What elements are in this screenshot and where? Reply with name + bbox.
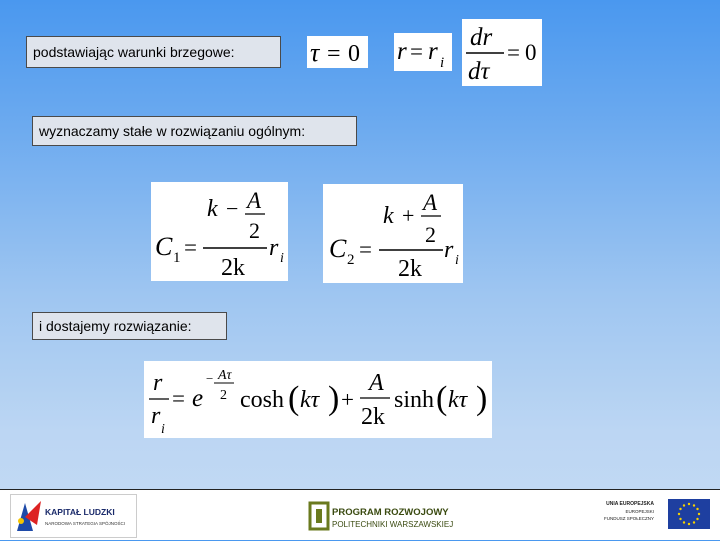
zero-value: 0	[525, 40, 537, 65]
equation-r-equals-ri-svg	[394, 33, 452, 71]
equation-c1-svg	[151, 182, 288, 281]
exponent-denominator: 2	[220, 388, 227, 403]
solution-label	[32, 312, 227, 340]
subscript-2: 2	[347, 252, 355, 268]
subscript-i: i	[440, 55, 445, 71]
plus-sign: +	[402, 203, 415, 228]
dr-numerator: dr	[470, 24, 493, 51]
equation-r-equals-ri	[394, 33, 452, 71]
two-k-denominator: 2k	[398, 256, 422, 282]
right-paren-2: )	[476, 380, 488, 417]
solution-label-text: i dostajemy rozwiązanie:	[39, 318, 192, 334]
zero-value: 0	[348, 41, 360, 67]
equation-c2-svg	[323, 184, 463, 283]
program-rozwojowy-line2: POLITECHNIKI WARSZAWSKIEJ	[332, 520, 454, 529]
eu-line2: EUROPEJSKI	[625, 509, 654, 514]
program-rozwojowy-line1: PROGRAM ROZWOJOWY	[332, 507, 449, 518]
equals-sign: =	[172, 386, 185, 411]
equation-dr-dtau	[462, 19, 542, 86]
equals-sign: =	[327, 41, 341, 67]
left-paren-2: (	[436, 380, 448, 417]
equals-sign: =	[359, 237, 372, 262]
two-k-denominator: 2k	[221, 255, 245, 281]
minus-sign: −	[226, 196, 239, 221]
kapital-ludzki-logo	[10, 494, 137, 538]
r-numerator: r	[153, 370, 163, 396]
eu-line3: FUNDUSZ SPOŁECZNY	[603, 516, 654, 521]
C-symbol: C	[155, 232, 173, 261]
sinh-function: sinh	[394, 387, 435, 413]
constants-label-text: wyznaczamy stałe w rozwiązaniu ogólnym:	[39, 123, 306, 139]
equals-sign: =	[410, 39, 423, 64]
equals-sign: =	[507, 40, 520, 65]
left-paren-1: (	[288, 380, 300, 417]
constants-label	[32, 116, 357, 146]
A-numerator: A	[369, 370, 384, 396]
equals-sign: =	[184, 235, 197, 260]
r-symbol: r	[397, 38, 407, 65]
subscript-i: i	[455, 253, 459, 268]
two-k-denominator: 2k	[361, 404, 385, 430]
A-symbol: A	[247, 188, 262, 213]
subscript-i: i	[280, 251, 284, 266]
program-rozwojowy-emblem	[308, 500, 458, 534]
r-symbol: r	[444, 237, 454, 263]
r-symbol: r	[269, 235, 279, 261]
substitution-label-text: podstawiając warunki brzegowe:	[33, 44, 235, 60]
k-symbol: k	[207, 196, 218, 222]
kapital-ludzki-subtitle: NARODOWA STRATEGIA SPÓJNOŚCI	[45, 521, 126, 526]
exponent-numerator: Aτ	[218, 368, 232, 383]
equation-tau-zero-svg	[307, 36, 368, 68]
eu-line1: UNIA EUROPEJSKA	[606, 501, 654, 507]
exponent-minus: −	[206, 371, 214, 386]
kapital-ludzki-title: KAPITAŁ LUDZKI	[45, 507, 115, 517]
C-symbol: C	[329, 234, 347, 263]
right-paren-1: )	[328, 380, 340, 417]
A-symbol: A	[423, 190, 438, 215]
r-symbol-rhs: r	[428, 38, 438, 65]
equation-c2	[323, 184, 463, 283]
plus-sign: +	[341, 387, 354, 412]
two-denominator: 2	[425, 222, 436, 247]
equation-c1	[151, 182, 288, 281]
equation-solution	[144, 361, 492, 438]
ri-denominator: r	[151, 403, 161, 429]
subscript-1: 1	[173, 250, 181, 266]
dtau-denominator: dτ	[468, 58, 490, 85]
eu-emblem	[590, 495, 714, 535]
equation-solution-svg	[144, 361, 492, 438]
program-rozwojowy-logo	[308, 500, 458, 534]
eu-logo	[590, 495, 714, 535]
two-denominator: 2	[249, 218, 260, 243]
e-symbol: e	[192, 385, 204, 412]
substitution-label	[26, 36, 281, 68]
ktau-2: kτ	[448, 387, 468, 413]
kapital-ludzki-emblem	[11, 495, 136, 537]
ktau-1: kτ	[300, 387, 320, 413]
subscript-i: i	[161, 422, 165, 437]
footer	[0, 490, 720, 540]
k-symbol: k	[383, 203, 394, 229]
equation-dr-dtau-svg	[462, 19, 542, 86]
tau-symbol: τ	[310, 38, 320, 67]
equation-tau-zero	[307, 36, 368, 68]
cosh-function: cosh	[240, 387, 284, 413]
